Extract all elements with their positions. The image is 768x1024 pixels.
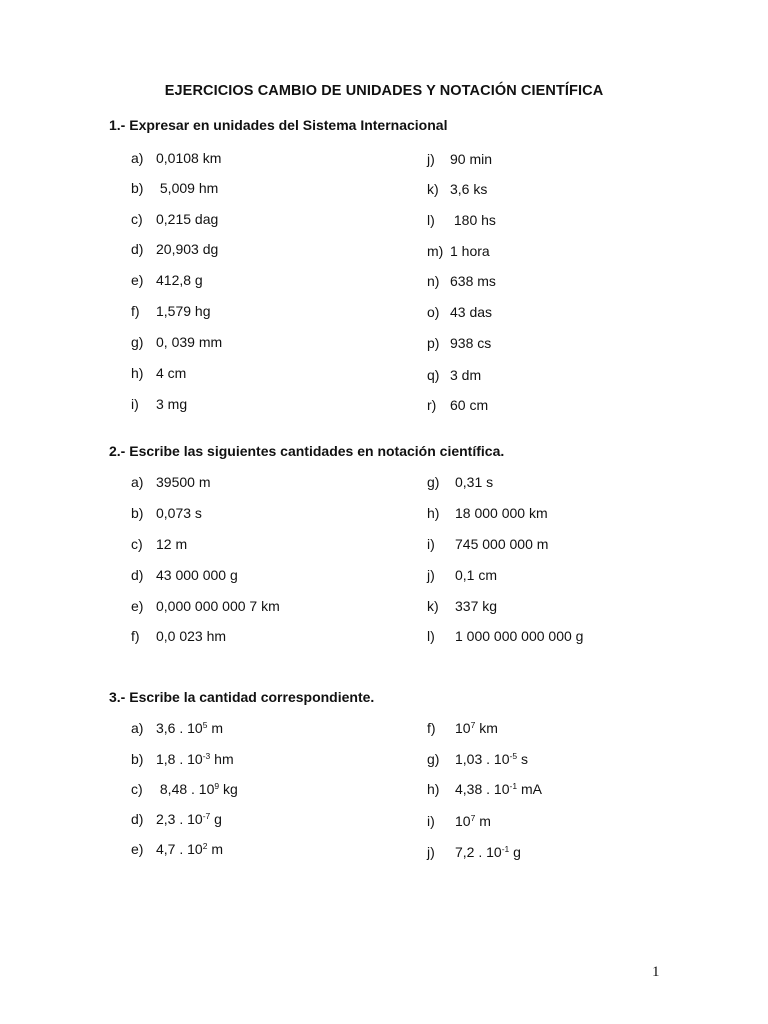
value-exponent: -1 bbox=[501, 844, 510, 854]
item-value bbox=[156, 810, 222, 828]
exercise-item bbox=[131, 535, 187, 553]
item-value bbox=[455, 719, 498, 737]
item-value: 0,31 s bbox=[455, 474, 494, 490]
item-value: 5,009 hm bbox=[156, 180, 219, 196]
item-value: 180 hs bbox=[450, 212, 496, 228]
exercise-item bbox=[427, 211, 496, 229]
item-label: p) bbox=[427, 335, 440, 351]
exercise-item bbox=[131, 240, 218, 258]
item-value bbox=[156, 750, 234, 768]
exercise-item bbox=[131, 627, 226, 645]
exercise-item bbox=[131, 395, 187, 413]
exercise-item bbox=[427, 597, 497, 615]
item-label: h) bbox=[427, 781, 440, 797]
item-value: 43 das bbox=[450, 304, 493, 320]
exercise-item bbox=[131, 473, 210, 491]
item-label: k) bbox=[427, 598, 439, 614]
exercise-item bbox=[131, 210, 218, 228]
item-value bbox=[455, 843, 521, 861]
item-value: 938 cs bbox=[450, 335, 492, 351]
item-label: i) bbox=[427, 536, 435, 552]
item-label: d) bbox=[131, 241, 144, 257]
item-value: 1 000 000 000 000 g bbox=[455, 628, 584, 644]
item-value: 0,0108 km bbox=[156, 150, 222, 166]
exercise-item bbox=[131, 597, 280, 615]
exercise-item bbox=[427, 242, 490, 260]
item-label: j) bbox=[427, 844, 435, 860]
item-label: e) bbox=[131, 272, 144, 288]
exercise-item bbox=[427, 627, 583, 645]
item-value: 412,8 g bbox=[156, 272, 203, 288]
section-3-heading: 3.- Escribe la cantidad correspondiente. bbox=[109, 689, 375, 705]
value-base: 10 bbox=[455, 813, 471, 829]
exercise-item bbox=[131, 333, 222, 351]
item-label: c) bbox=[131, 211, 143, 227]
item-value: 0,073 s bbox=[156, 505, 202, 521]
item-label: l) bbox=[427, 628, 435, 644]
item-label: j) bbox=[427, 151, 435, 167]
exercise-item bbox=[427, 780, 542, 798]
item-label: m) bbox=[427, 243, 444, 259]
item-value: 43 000 000 g bbox=[156, 567, 238, 583]
value-base: 1,8 . 10 bbox=[156, 751, 203, 767]
item-value bbox=[156, 719, 223, 737]
value-unit: kg bbox=[219, 781, 238, 797]
item-value: 0,1 cm bbox=[455, 567, 498, 583]
page-number: 1 bbox=[652, 964, 660, 980]
value-exponent: 2 bbox=[202, 841, 208, 851]
exercise-item bbox=[427, 750, 528, 768]
value-exponent: 7 bbox=[470, 813, 476, 823]
item-label: k) bbox=[427, 181, 439, 197]
value-unit: g bbox=[509, 844, 521, 860]
item-value: 20,903 dg bbox=[156, 241, 219, 257]
item-value: 3 mg bbox=[156, 396, 188, 412]
item-label: e) bbox=[131, 841, 144, 857]
item-label: f) bbox=[427, 720, 436, 736]
item-value: 0, 039 mm bbox=[156, 334, 223, 350]
item-value: 0,0 023 hm bbox=[156, 628, 227, 644]
item-label: g) bbox=[427, 474, 440, 490]
item-label: d) bbox=[131, 567, 144, 583]
item-value: 0,215 dag bbox=[156, 211, 219, 227]
item-value: 0,000 000 000 7 km bbox=[156, 598, 280, 614]
item-value: 18 000 000 km bbox=[455, 505, 548, 521]
value-base: 4,38 . 10 bbox=[455, 781, 510, 797]
exercise-item bbox=[427, 719, 498, 737]
item-label: b) bbox=[131, 505, 144, 521]
section-1-heading: 1.- Expresar en unidades del Sistema Internacional bbox=[109, 117, 448, 133]
item-label: b) bbox=[131, 751, 144, 767]
value-unit: m bbox=[475, 813, 491, 829]
item-label: c) bbox=[131, 536, 143, 552]
value-exponent: 5 bbox=[202, 720, 208, 730]
section-2-heading: 2.- Escribe las siguientes cantidades en notación científica. bbox=[109, 443, 505, 459]
exercise-item bbox=[427, 504, 548, 522]
item-label: f) bbox=[131, 628, 140, 644]
value-unit: s bbox=[517, 751, 528, 767]
value-exponent: 9 bbox=[214, 781, 220, 791]
item-value bbox=[156, 840, 223, 858]
exercise-item bbox=[131, 719, 223, 737]
value-unit: hm bbox=[210, 751, 234, 767]
exercise-item bbox=[131, 840, 223, 858]
item-value bbox=[455, 812, 491, 830]
exercise-item bbox=[427, 150, 492, 168]
item-value: 39500 m bbox=[156, 474, 211, 490]
item-value: 638 ms bbox=[450, 273, 496, 289]
item-label: o) bbox=[427, 304, 440, 320]
item-label: i) bbox=[427, 813, 435, 829]
exercise-item bbox=[427, 843, 521, 861]
exercise-item bbox=[427, 180, 487, 198]
exercise-item bbox=[427, 396, 488, 414]
item-label: j) bbox=[427, 567, 435, 583]
item-value bbox=[455, 750, 528, 768]
exercise-item bbox=[427, 366, 481, 384]
exercise-item bbox=[131, 302, 211, 320]
item-label: d) bbox=[131, 811, 144, 827]
item-label: g) bbox=[131, 334, 144, 350]
exercise-item bbox=[131, 780, 238, 798]
value-unit: m bbox=[207, 720, 223, 736]
value-base: 2,3 . 10 bbox=[156, 811, 203, 827]
exercise-item bbox=[427, 303, 492, 321]
exercise-item bbox=[427, 812, 491, 830]
item-value: 1,579 hg bbox=[156, 303, 211, 319]
item-value: 3 dm bbox=[450, 367, 482, 383]
value-base: 3,6 . 10 bbox=[156, 720, 203, 736]
item-label: f) bbox=[131, 303, 140, 319]
item-label: c) bbox=[131, 781, 143, 797]
item-value: 60 cm bbox=[450, 397, 489, 413]
item-value: 337 kg bbox=[455, 598, 498, 614]
item-value: 1 hora bbox=[450, 243, 490, 259]
item-label: l) bbox=[427, 212, 435, 228]
exercise-item bbox=[131, 566, 238, 584]
exercise-item bbox=[427, 566, 497, 584]
exercise-item bbox=[427, 473, 493, 491]
value-base: 1,03 . 10 bbox=[455, 751, 510, 767]
exercise-item bbox=[427, 535, 548, 553]
item-value: 3,6 ks bbox=[450, 181, 488, 197]
item-label: b) bbox=[131, 180, 144, 196]
item-value: 90 min bbox=[450, 151, 493, 167]
exercise-item bbox=[131, 271, 203, 289]
item-label: e) bbox=[131, 598, 144, 614]
item-label: h) bbox=[131, 365, 144, 381]
exercise-item bbox=[131, 149, 221, 167]
item-label: a) bbox=[131, 720, 144, 736]
exercise-item bbox=[427, 334, 491, 352]
value-base: 7,2 . 10 bbox=[455, 844, 502, 860]
exercise-item bbox=[131, 364, 186, 382]
value-exponent: -3 bbox=[202, 751, 211, 761]
value-unit: km bbox=[475, 720, 498, 736]
item-label: a) bbox=[131, 474, 144, 490]
value-unit: g bbox=[210, 811, 222, 827]
exercise-item bbox=[131, 750, 234, 768]
exercise-item bbox=[131, 810, 222, 828]
value-base: 8,48 . 10 bbox=[156, 781, 215, 797]
item-value bbox=[156, 780, 238, 798]
item-label: n) bbox=[427, 273, 440, 289]
item-label: i) bbox=[131, 396, 139, 412]
item-label: g) bbox=[427, 751, 440, 767]
value-exponent: -5 bbox=[509, 751, 518, 761]
item-label: q) bbox=[427, 367, 440, 383]
exercise-item bbox=[427, 272, 496, 290]
value-exponent: -7 bbox=[202, 811, 211, 821]
exercise-item bbox=[131, 179, 218, 197]
value-exponent: 7 bbox=[470, 720, 476, 730]
item-label: r) bbox=[427, 397, 437, 413]
value-unit: m bbox=[207, 841, 223, 857]
exercise-item bbox=[131, 504, 202, 522]
value-base: 4,7 . 10 bbox=[156, 841, 203, 857]
item-label: a) bbox=[131, 150, 144, 166]
value-unit: mA bbox=[517, 781, 542, 797]
value-base: 10 bbox=[455, 720, 471, 736]
item-value: 745 000 000 m bbox=[455, 536, 549, 552]
item-label: h) bbox=[427, 505, 440, 521]
page-title: EJERCICIOS CAMBIO DE UNIDADES Y NOTACIÓN CIENTÍFICA bbox=[164, 83, 604, 99]
item-value bbox=[455, 780, 542, 798]
value-exponent: -1 bbox=[509, 781, 518, 791]
item-value: 4 cm bbox=[156, 365, 187, 381]
item-value: 12 m bbox=[156, 536, 188, 552]
